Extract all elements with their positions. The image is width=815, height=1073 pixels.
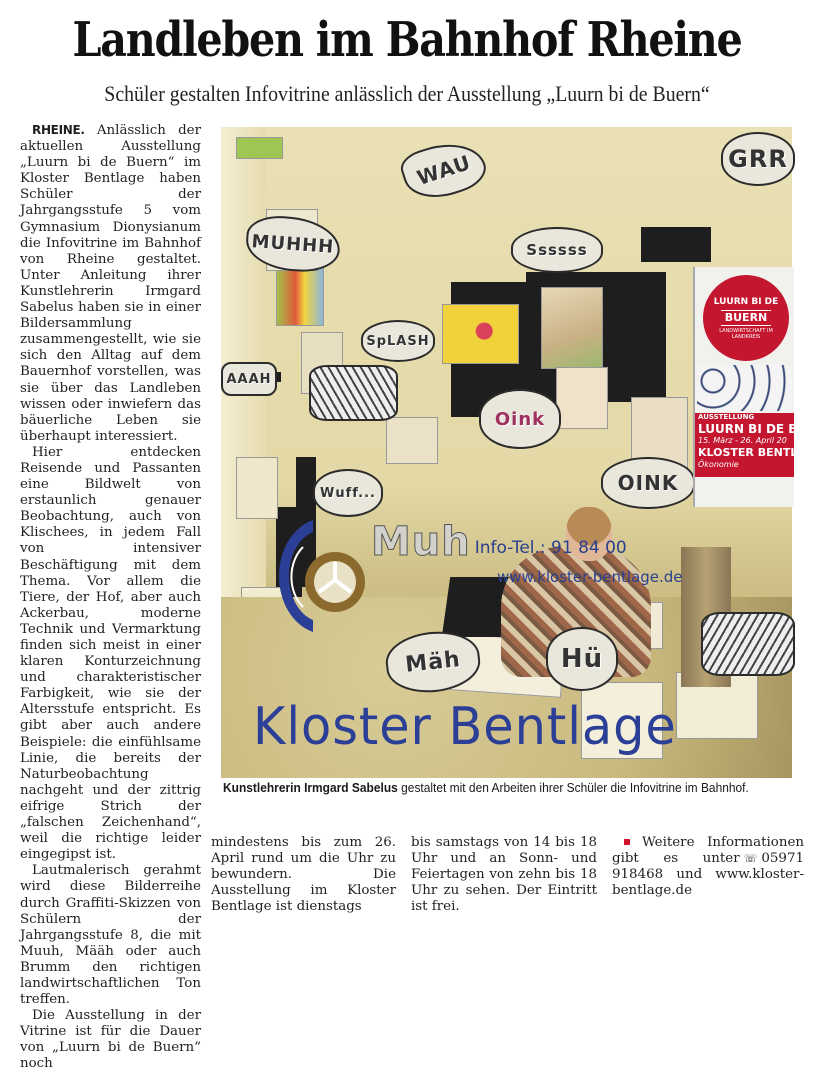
article-body-column-2 <box>211 835 396 915</box>
overlay-url: www.kloster-bentlage.de <box>497 568 683 586</box>
poster-title: LUURN BI DE B <box>698 422 798 436</box>
article-photo <box>221 127 815 778</box>
article-body-left-column <box>20 122 201 1073</box>
graffiti-bubble-abstract <box>309 365 398 421</box>
overlay-contact-block <box>371 519 792 587</box>
graffiti-bubble: WAU <box>397 133 491 208</box>
graffiti-bubble: Mäh <box>383 627 483 696</box>
paragraph-text: Anlässlich der aktuellen Ausstellung „Luurn bi de Buern“ im Kloster Bentlage haben Schüler der Jahrgangsstufe 5 vom Gymnasium Dionysianum die Infovitrine im Bahnhof von Rheine gestaltet. Unter Anleitung ihrer Kunstlehrerin Irmgard Sabelus haben sie in einer Bildersammlung zusammengestellt, wie sie sich den Alltag auf dem Bauernhof vorstellen, was sie über das Landleben wissen oder inwiefern das bäuerliche Leben sie überhaupt interessiert. <box>20 123 201 444</box>
graffiti-bubble: Hü <box>546 627 618 691</box>
student-drawing <box>556 367 608 429</box>
graffiti-bubble: OINK <box>601 457 695 509</box>
article-paragraph: bis samstags von 14 bis 18 Uhr und an Sonn- und Feiertagen von zehn bis 18 Uhr zu sehen. Der Eintritt ist frei. <box>411 835 597 915</box>
overlay-contact-row <box>371 519 792 565</box>
graffiti-bubble: SpLASH <box>361 320 435 362</box>
graffiti-bubble: GRR <box>721 132 795 186</box>
graffiti-bubble: MUHHH <box>244 214 342 274</box>
graffiti-bubble: Ssssss <box>511 227 603 273</box>
poster-theme: Ökonomie <box>698 460 739 469</box>
overlay-phone: Info-Tel.: 91 84 00 <box>474 538 627 558</box>
graffiti-bubble: Oink <box>479 389 561 449</box>
poster-dates: 15. März - 26. April 20 <box>698 436 787 445</box>
caption-name: Kunstlehrerin Irmgard Sabelus <box>223 780 398 795</box>
poster-seal-subtitle: LANDWIRTSCHAFT IM LANDKREIS <box>719 328 773 340</box>
kloster-bentlage-logo-icon <box>273 512 365 640</box>
headline: Landleben im Bahnhof Rheine <box>72 12 742 68</box>
student-drawing <box>386 417 438 464</box>
poster-seal-title: BUERN <box>721 310 772 326</box>
student-drawing <box>236 137 283 159</box>
subheadline: Schüler gestalten Infovitrine anlässlich der Ausstellung „Luurn bi de Buern“ <box>104 81 710 106</box>
article-paragraph: mindestens bis zum 26. April rund um die Uhr zu bewundern. Die Ausstellung im Kloster Bentlage ist dienstags <box>211 835 396 915</box>
article-paragraph: Die Ausstellung in der Vitrine ist für die Dauer von „Luurn bi de Buern“ noch <box>20 1008 201 1072</box>
poster-tiles <box>697 365 792 411</box>
poster-label: AUSSTELLUNG <box>698 413 755 421</box>
graffiti-bubble: Wuff... <box>313 469 383 517</box>
article-paragraph: Lautmalerisch gerahmt wird diese Bilderreihe durch Graffiti-Skizzen von Schülern der Jahrgangsstufe 8, die mit Muuh, Määh oder auch Brumm den richtigen landwirtschaftlichen Ton treffen. <box>20 863 201 1008</box>
student-drawing <box>236 457 278 519</box>
article-paragraph <box>20 122 201 445</box>
poster-venue: KLOSTER BENTLAG <box>698 446 815 459</box>
student-drawing <box>541 287 603 369</box>
poster-seal <box>703 275 789 361</box>
overlay-brand: Kloster Bentlage <box>253 697 677 757</box>
exhibition-poster <box>693 267 815 507</box>
graffiti-bubble: AAAH <box>221 362 277 396</box>
info-box <box>612 835 804 899</box>
poster-band <box>695 413 815 477</box>
graffiti-bubble-abstract <box>701 612 795 676</box>
article-body-column-3 <box>411 835 597 915</box>
dateline: RHEINE. <box>32 123 85 137</box>
photo-caption <box>223 780 749 796</box>
info-text <box>612 835 804 899</box>
photo-panel <box>641 227 711 262</box>
article-paragraph: Hier entdecken Reisende und Passanten eine Bildwelt von erstaunlich genauer Beobachtung, auch von Klischees, in jedem Fall von intensiver Beschäftigung mit dem Thema. Vor allem die Tiere, der Hof, aber auch Ackerbau, moderne Technik und Vermarktung finden sich meist in einer klaren Konturzeichnung und charakteristischer Farbigkeit, wie sie der Altersstufe entspricht. Es gibt aber auch andere Beispiele: die einfühlsame Linie, die bereits der Naturbeobachtung nachgeht und der zittrig eifrige Strich der „falschen Zeichenhand“, weil die richtige leider eingegipst ist. <box>20 444 201 863</box>
phone-icon: ☏ <box>743 852 758 866</box>
overlay-muh: Muh <box>371 519 471 565</box>
student-drawing <box>442 304 519 364</box>
bullet-icon <box>624 839 630 845</box>
poster-seal-top: LUURN BI DE <box>713 297 779 307</box>
info-lead: Weitere Informationen gibt es unter <box>612 835 804 867</box>
info-url: und www.kloster-bentlage.de <box>612 867 804 899</box>
student-drawing <box>276 264 324 326</box>
caption-text: gestaltet mit den Arbeiten ihrer Schüler die Infovitrine im Bahnhof. <box>401 780 749 795</box>
info-phone: 05971 918468 <box>612 851 804 883</box>
